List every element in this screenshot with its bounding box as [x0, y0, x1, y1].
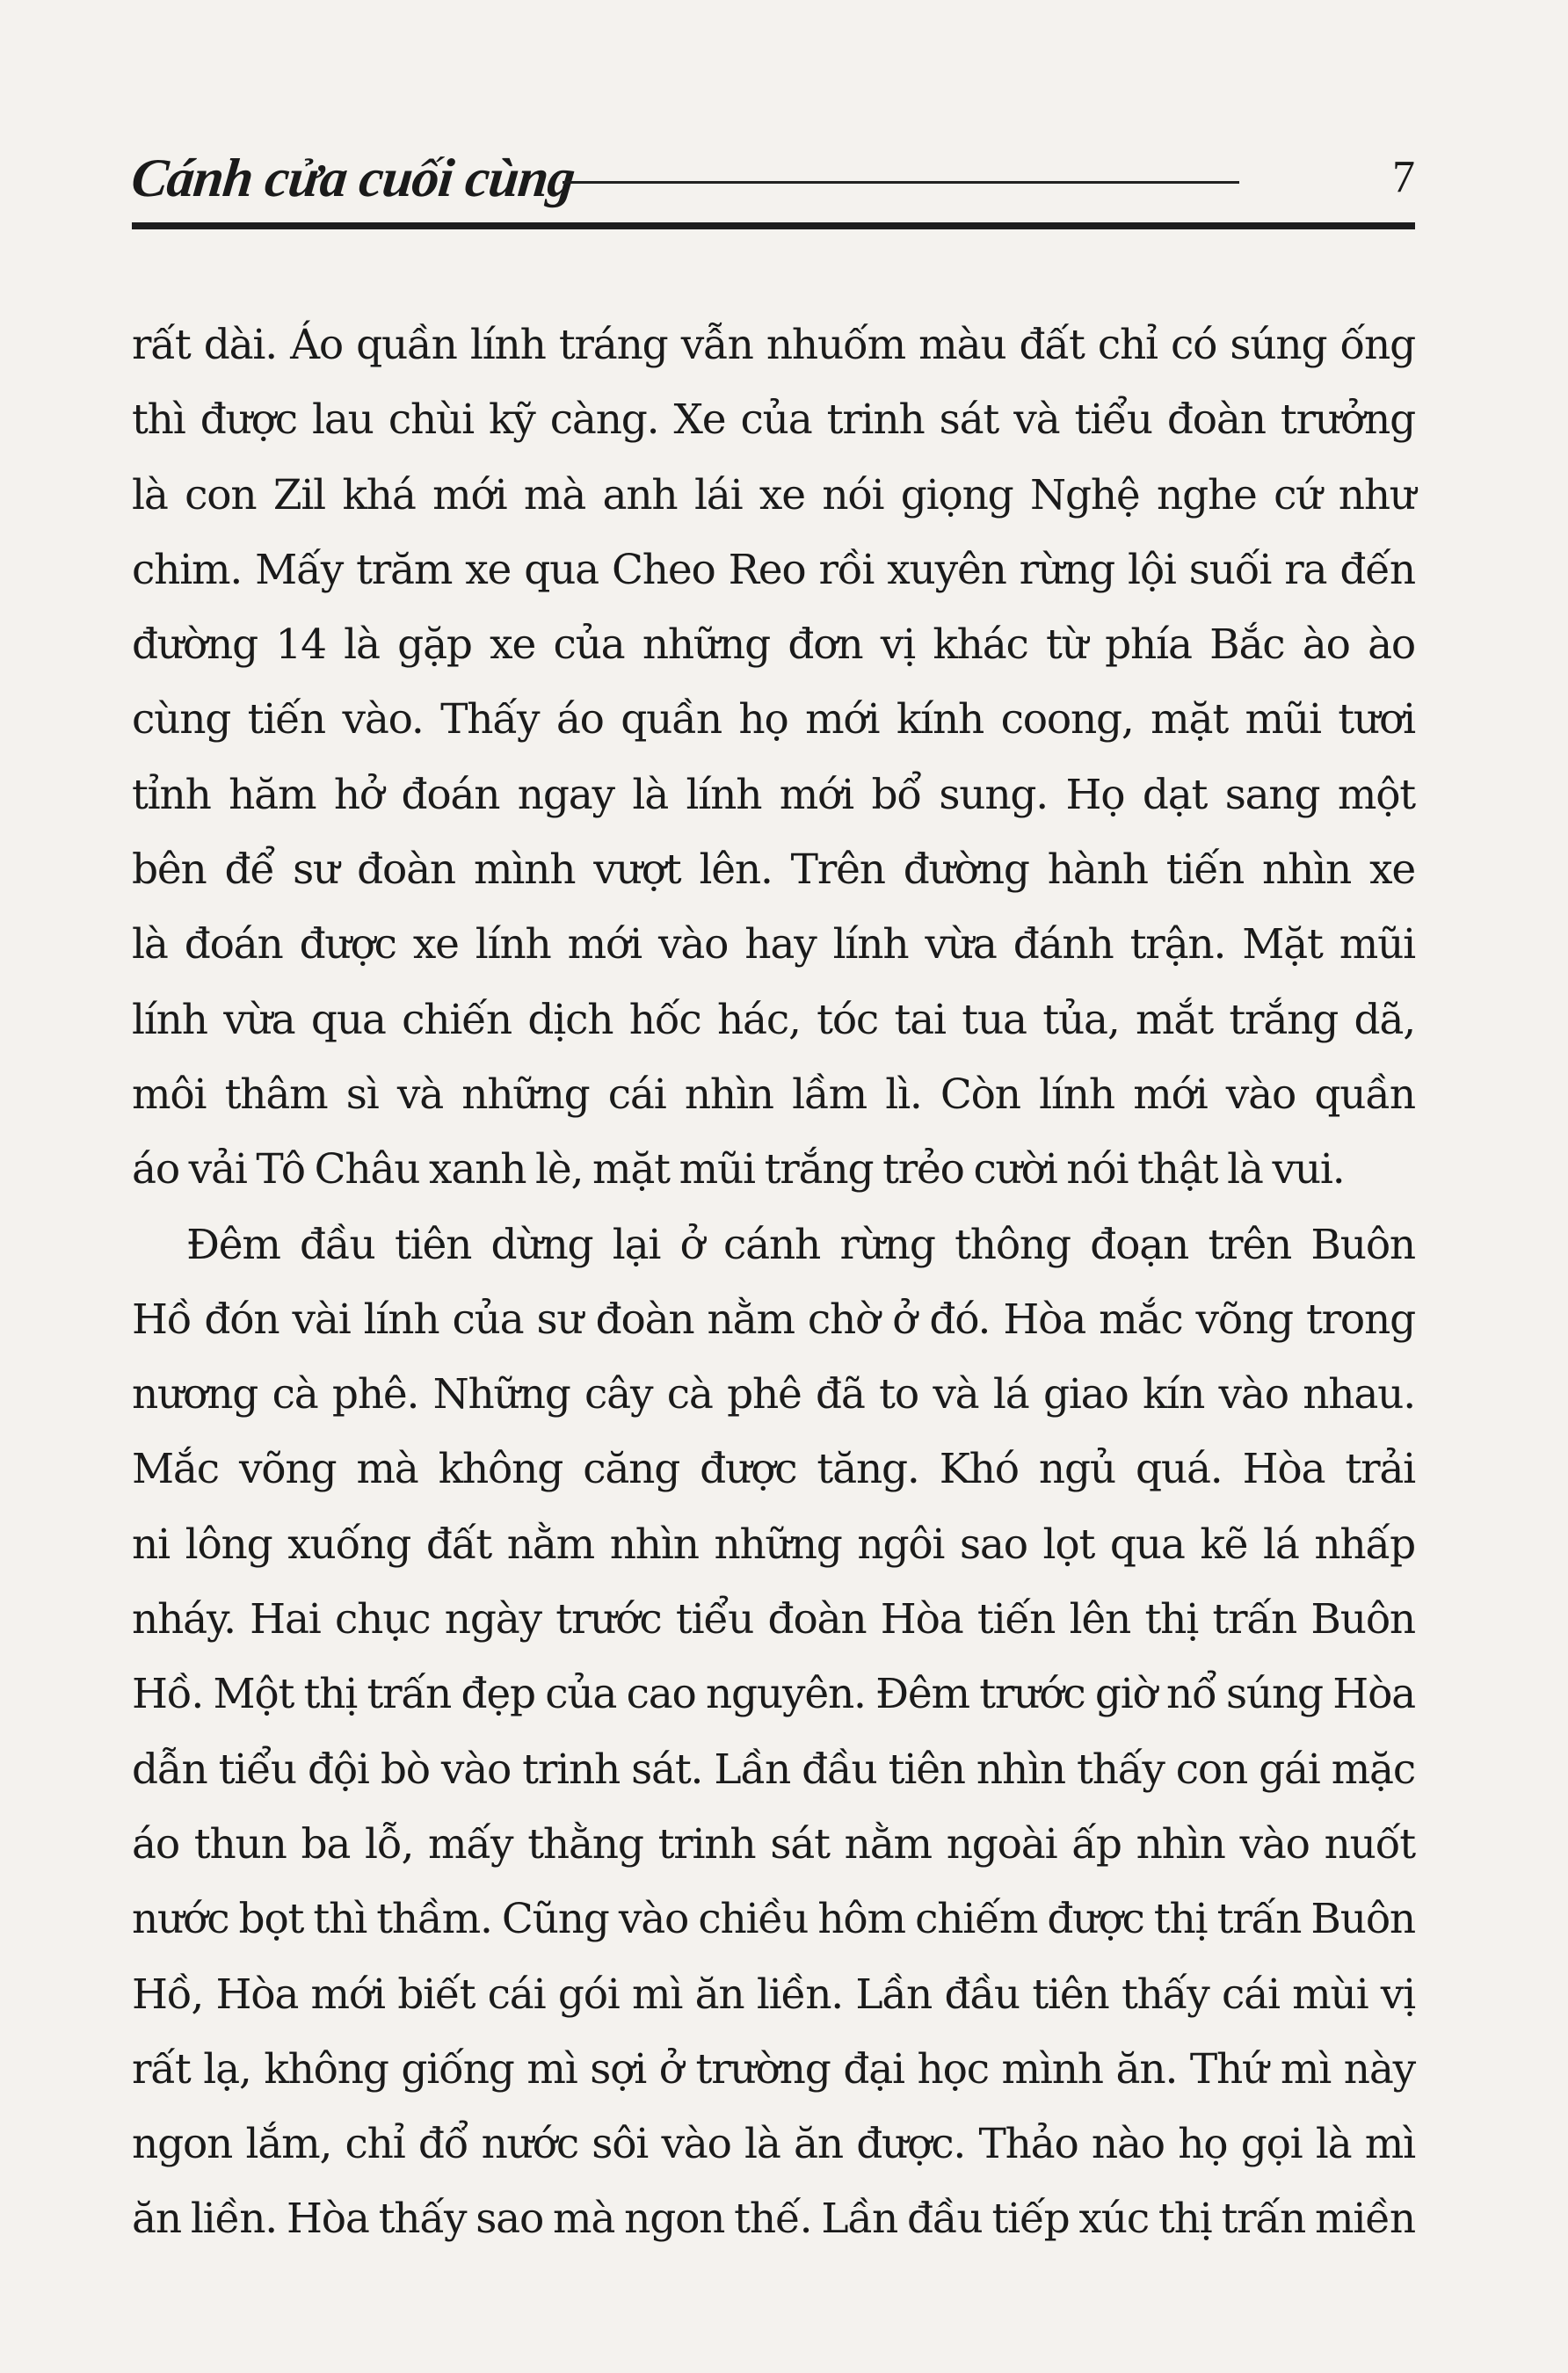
- header-thick-rule: [132, 222, 1415, 229]
- text-line: cùng tiến vào. Thấy áo quần họ mới kính coong, mặt mũi tươi: [132, 695, 1415, 744]
- text-line: môi thâm sì và những cái nhìn lầm lì. Còn lính mới vào quần: [132, 1070, 1415, 1119]
- text-line: chim. Mấy trăm xe qua Cheo Reo rồi xuyên rừng lội suối ra đến: [132, 545, 1415, 594]
- text-line: áo thun ba lỗ, mấy thằng trinh sát nằm ngoài ấp nhìn vào nuốt: [132, 1819, 1415, 1869]
- text-line: thì được lau chùi kỹ càng. Xe của trinh sát và tiểu đoàn trưởng: [132, 396, 1415, 445]
- page-number: 7: [1392, 152, 1415, 202]
- text-line: ngon lắm, chỉ đổ nước sôi vào là ăn được. Thảo nào họ gọi là mì: [132, 2120, 1415, 2169]
- text-line: ăn liền. Hòa thấy sao mà ngon thế. Lần đầu tiếp xúc thị trấn miền: [132, 2195, 1415, 2244]
- text-line: rất dài. Áo quần lính tráng vẫn nhuốm màu đất chỉ có súng ống: [132, 321, 1415, 369]
- text-line: bên để sư đoàn mình vượt lên. Trên đường hành tiến nhìn xe: [132, 845, 1415, 895]
- book-title: Cánh cửa cuối cùng: [128, 149, 577, 208]
- running-header: [128, 141, 1415, 229]
- text-line: rất lạ, không giống mì sợi ở trường đại học mình ăn. Thứ mì này: [132, 2044, 1415, 2094]
- text-line: dẫn tiểu đội bò vào trinh sát. Lần đầu tiên nhìn thấy con gái mặc: [132, 1745, 1415, 1794]
- text-line: nương cà phê. Những cây cà phê đã to và lá giao kín vào nhau.: [132, 1370, 1415, 1419]
- paragraph-start-line: Đêm đầu tiên dừng lại ở cánh rừng thông đoạn trên Buôn: [186, 1220, 1415, 1269]
- text-line: nháy. Hai chục ngày trước tiểu đoàn Hòa tiến lên thị trấn Buôn: [132, 1595, 1415, 1644]
- page-body-text: [132, 308, 1415, 2294]
- text-line: Hồ đón vài lính của sư đoàn nằm chờ ở đó. Hòa mắc võng trong: [132, 1295, 1415, 1344]
- text-line: Mắc võng mà không căng được tăng. Khó ngủ quá. Hòa trải: [132, 1445, 1415, 1494]
- text-line: đường 14 là gặp xe của những đơn vị khác từ phía Bắc ào ào: [132, 620, 1415, 670]
- text-line: là con Zil khá mới mà anh lái xe nói giọng Nghệ nghe cứ như: [132, 470, 1415, 519]
- text-line: Hồ, Hòa mới biết cái gói mì ăn liền. Lần đầu tiên thấy cái mùi vị: [132, 1970, 1415, 2019]
- text-line: tỉnh hăm hở đoán ngay là lính mới bổ sung. Họ dạt sang một: [132, 770, 1415, 819]
- text-line: Hồ. Một thị trấn đẹp của cao nguyên. Đêm trước giờ nổ súng Hòa: [132, 1670, 1415, 1719]
- paragraph-end-line: áo vải Tô Châu xanh lè, mặt mũi trắng trẻo cười nói thật là vui.: [132, 1145, 1345, 1194]
- text-line: ni lông xuống đất nằm nhìn những ngôi sao lọt qua kẽ lá nhấp: [132, 1520, 1415, 1569]
- text-line: nước bọt thì thầm. Cũng vào chiều hôm chiếm được thị trấn Buôn: [132, 1895, 1415, 1944]
- text-line: là đoán được xe lính mới vào hay lính vừa đánh trận. Mặt mũi: [132, 920, 1415, 969]
- header-thin-rule: [563, 181, 1239, 184]
- text-line: lính vừa qua chiến dịch hốc hác, tóc tai tua tủa, mắt trắng dã,: [132, 995, 1415, 1044]
